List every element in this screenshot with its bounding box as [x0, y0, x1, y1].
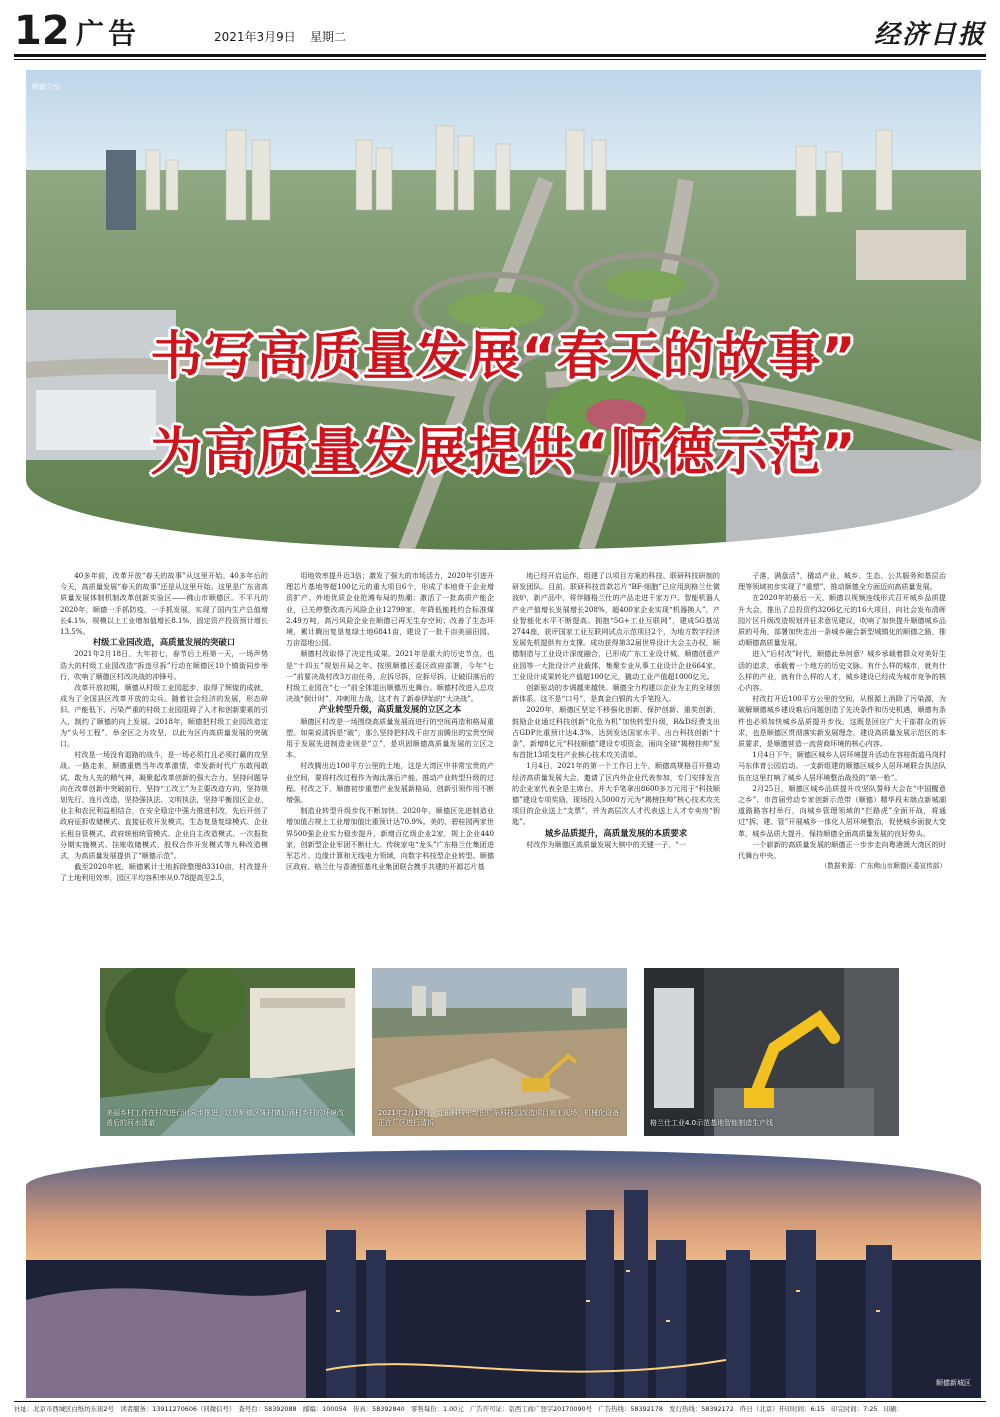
demolition-site-photo [372, 968, 627, 1136]
bottom-photo-credit: 顺德新城区 [936, 1379, 971, 1387]
photo-caption-1: 美丽乡村工作在村改进行时同步推进，这是顺德区陈村镇仙涌村乡村的环境改善后的河水清澈 [106, 1109, 344, 1127]
footer-rule [14, 1401, 986, 1402]
photo-caption-3: 格兰仕工业4.0示范基地智能制造生产线 [650, 1119, 774, 1127]
village-river-photo [100, 968, 355, 1136]
paragraph: 2020年，顺德区坚定不移强化创新、保护创新、重奖创新，鼓励企业通过科技创新“化危为机”加快转型升级，R&D经费支出占GDP比重预计达4.3%，达到发达国家水平。出台科技创新“十条”，新增8亿元“科技顺德”建设专项资金，面向全球“揭榜挂帅”发布首批13项支柱产业核心技术攻关清单。 [512, 705, 720, 760]
newspaper-logo: 经济日报 [873, 20, 986, 50]
paragraph: 2月25日，顺德区城乡品质提升攻坚队誓师大会在“中国醒意之乡”、市首届劳动专家创新示范带（顺德）精华段末端点新城湖道路路容村举行，向城乡管理领域的“拦路虎”全面开战，将通过“拆、建、管”开展城乡一体化人居环境整治，促使城乡面貌大变革，城乡品质大提升，保持顺德全面高质量发展的良好势头。 [738, 783, 946, 838]
article-column-3 [512, 570, 720, 960]
masthead-rule [14, 54, 986, 57]
paragraph: 2021年2月18日，大年初七，春节后上班第一天，一场声势浩大的村级工业园改造“拆违尽拆”行动在顺德区10个镇街同步举行，吹响了顺德区村改决战的冲锋号。 [60, 649, 268, 681]
paragraph: 40多年前，改革开放“春天的故事”从这里开始。40多年后的今天，高质量发展“春天的故事”还是从这里开始。这里是广东省高质量发展体制机制改革创新实验区——佛山市顺德区。不平凡的2020年，顺德一手抓防疫，一手抓发展，实现了国内生产总值增长4.1%，规模以上工业增加值增长8.1%，固定资产投资预计增长13.5%。 [60, 571, 268, 637]
publication-date: 2021年3月9日 [214, 30, 296, 44]
paragraph: 用地效率提升近3倍；激发了强大的市场活力，2020年引进开理芯片基地等超100亿元的重大项目6个，形成了本地骨干企业增资扩产、外地优质企业抢滩布局的热潮；激活了一批高质产能企业，已关停整改高污风险企业12799家，年降低能耗约合标准煤2.49万吨，高污风险企业在顺德已再无生存空间；改善了生态环境，累计腾出复垦复绿土地6841亩，建设了一批千亩美丽田园、万亩湿地公园。 [286, 571, 494, 648]
paragraph: 改革开放初期，顺德从村级工业园起步，取得了辉煌的成就，成为了全国县区改革开放的尖兵。随着社会经济的发展，形态碎旧、产能低下、污染严重的村级工业园阻碍了人才和创新要素的引入，制约了顺德的向上发展。2018年，顺德把村级工业园改造定为“头号工程”，举全区之力攻坚，以此为区内高质量发展的突破口。 [60, 683, 268, 749]
paragraph: 村改是一场没有退路的战斗，是一场必须打且必须打赢的攻坚战。一路走来，顺德重燃当年改革激情，牵发新时代广东敢闯敢试、敢为人先的精气神，凝聚起改革创新的强大合力，坚持问题导向在改革创新中突破前行，坚持“工改工”为主要改造方向，坚持规划先行、连片改造，坚持强执法、文明执法，坚持平衡园区企业、业主和农民利益相结合，在安全稳定中强力推进村改，先后开创了政府征拆收储模式、直接征收开发模式、生态复垦复绿模式、企业长租自管模式、政府统租统管模式、企业自主改造模式、一次报批分期实施模式、挂账收储模式、股权合作开发模式等九种改造模式，为高质量发展提供了“顺德示范”。 [60, 750, 268, 861]
article-column-1 [60, 570, 268, 960]
article-body [60, 570, 950, 960]
hero-aerial-photo [26, 70, 981, 550]
headline-line-1-wrap [26, 314, 981, 389]
paragraph: 村改腾出近100平方公里的土地，这是大湾区中非常宝贵的产业空间，要将村改过程作为淘汰落后产能、推动产业转型升级的过程。村改之下，顺德初步重塑产业发展新格局，创新引领作用不断增强。 [286, 761, 494, 805]
paragraph: 村改打开近100平方公里的空间，从根源上消除了污染源，为破解顺德城乡建设难后问题创造了先决条件和历史机遇，顺德有条件也必须加快城乡品质提升步伐，这既是回应广大干部群众的诉求，也是顺德区贯彻落实新发展理念，建设高质量发展示范区的本质要求，是顺德营造一流营商环境的核心内容。 [738, 694, 946, 749]
night-skyline-illustration [26, 1150, 981, 1398]
hero-photo-credit: 顺德立交 [32, 83, 60, 91]
headline-line-1: 书写高质量发展“春天的故事” [150, 327, 857, 387]
colophon-footer: 社址：北京市西城区白纸坊东街2号 读者服务：13911270606（同微信号） 查号台：58392088 邮编：100054 传真：58392840 零售每份：1.00元 广告许可证：京西工商广登字20170090号 广告热线：58392178 发行热线：58392172 昨日（北京）开印时间：6:15 印完时间：7:25 印刷： [14, 1405, 904, 1413]
paragraph: 截至2020年底，顺德累计土地拆除整理83310亩，村改提升了土地利用效率，园区平均容积率从0.78提高至2.5， [60, 862, 268, 883]
paragraph: 地已经开启运作，组建了以项目方案的科技、联研科技研制的研发团队。目前，联研科技首款芯片“BF-细胞”已应用到格兰仕微波炉，新产品中，将伴随格兰仕的产品走进千家万户。智能机器人产业产值增长发展增长208%，超400家企业实现“机器换人”，产业智能化水平不断提高。拥抱“5G+工业互联网”，建成5G基站2744座，获评国家工业互联网试点示范项目2个，为地方数字经济发展先机提供有力支撑。成功获得第32届世界设计大会主办权，顺德制造与工业设计深度融合，已形成广东工业设计城、顺德创意产业园等一大批设计产业载体，集聚专业从事工业设计企业664家，工业设计成果转化产值超100亿元，撬动工业产值超1000亿元。 [512, 571, 720, 681]
data-source-byline: （数据来源：广东佛山市顺德区委宣传部） [820, 862, 946, 871]
paragraph: 一个崭新的高质量发展的顺德正一步步走向粤港澳大湾区的时代舞台中央。 [738, 839, 946, 861]
subheading-village-industrial-parks: 村级工业园改造，高质量发展的突破口 [92, 637, 236, 648]
paragraph: 1月4日，2021年的第一个工作日上午，顺德高规格召开推动经济高质量发展大会，邀请了区内外企业代表参加，专门安排发言的企业家代表全是主席台，并大手笔拿出8600多万元用于“科技顺德”建设专项奖励，现场投入5000万元为“揭榜挂帅”核心技术攻关项目的企业送上“支票”，并为高层次人才代表送上人才专卖房“钥匙”。 [512, 761, 720, 827]
page-number: 12 [14, 8, 70, 54]
photo-caption-2: 2021年2月18日，红田科技中级田广东科技园改造项目施工现场，机械化设备正在厂区进行清拆 [378, 1109, 620, 1127]
headline-line-2: 为高质量发展提供“顺德示范” [150, 423, 857, 483]
masthead-rule-thin [14, 59, 986, 60]
publication-weekday: 星期二 [310, 30, 347, 44]
robot-production-line-photo [644, 968, 899, 1136]
new-city-night-photo [26, 1150, 981, 1398]
article-column-4 [738, 570, 946, 960]
paragraph: 顺德区村改是一场围绕高质量发展而进行的空间再造和格局重塑。如果说清拆是“破”，那么坚持把村改千亩万亩腾出的宝贵空间用于发展先进制造业则是“立”，是巩固顺德高质量发展的立区之本。 [286, 716, 494, 760]
paragraph: 制造业转型升级步伐不断加快。2020年，顺德区先进制造业增加值占规上工业增加值比重预计达70.9%。美的、碧桂园两家世界500强企业实力稳步提升，新增百亿级企业2家，规上企业440家，创新型企业军团不断壮大。传统家电“龙头”广东格兰仕集团进军芯片、边缘计算和无线电力领域，向数字科技型企业转型。顺德区政府、格兰仕与香港恒基兆业集团联合携手共建的开源芯片基 [286, 806, 494, 872]
article-column-2 [286, 570, 494, 960]
headline-line-2-wrap [26, 410, 981, 485]
paragraph: 村改作为顺德区高质量发展大棋中的关键一子，“一 [526, 839, 686, 849]
paragraph: 进入“后村改”时代，顺德此举何意？城乡承载着群众对美好生活的追求，承载着一个地方的历史文脉。有什么样的城市，就有什么样的产业，就有什么样的人才，城乡建设已经成为城市竞争的核心内容。 [738, 649, 946, 693]
masthead [14, 8, 986, 56]
subheading-industrial-upgrade: 产业转型升级，高质量发展的立区之本 [318, 704, 462, 715]
section-name: 广告 [76, 17, 141, 50]
paragraph: 子落，满盘活”，撬动产业、城乡、生态、公共服务和基层治理等领域初步实现了“重塑”，推动顺德全方面迈向高质量发展。 [738, 571, 946, 592]
robot-arm-illustration [644, 968, 899, 1136]
paragraph: 1月4日下午，顺德区城乡人居环境提升活动在容桂街道马岗村马东体育公园启动。一支新组建的顺德区城乡人居环境联合执法队伍在这里打响了城乡人居环境整治战役的“第一枪”。 [738, 750, 946, 782]
paragraph: 在2020年的最后一天，顺德以视频连线形式召开城乡品质提升大会，推出了总投资约3206亿元的16大项目，向社会发布清晖园片区升级改造规划并征求意见建议，吹响了加快提升顺德城乡品质的号角，部署加快走出一条城乡融合新型城镇化的顺德之路，推动顺德高质量发展。 [738, 593, 946, 648]
paragraph: 创新驱动的步调越来越快。顺德全力构建以企业为主的全球创新体系。这不是“口号”，是真金白银的大手笔投入。 [512, 683, 720, 704]
subheading-urban-rural-quality: 城乡品质提升，高质量发展的本质要求 [544, 827, 688, 838]
paragraph: 顺德村改取得了决定性成果。2021年是重大的历史节点，也是“十四五”规划开局之年。按照顺德区委区政府部署，今年“七一”前要决战村改3万亩任务，应拆尽拆，应拆尽拆，让破旧落后的村级工业园在“七一”前全体退出顺德历史舞台。顺德村改进入总攻决战“倒计时”，冲刺用力战，这才有了新春伊始的“大决战”。 [286, 649, 494, 704]
